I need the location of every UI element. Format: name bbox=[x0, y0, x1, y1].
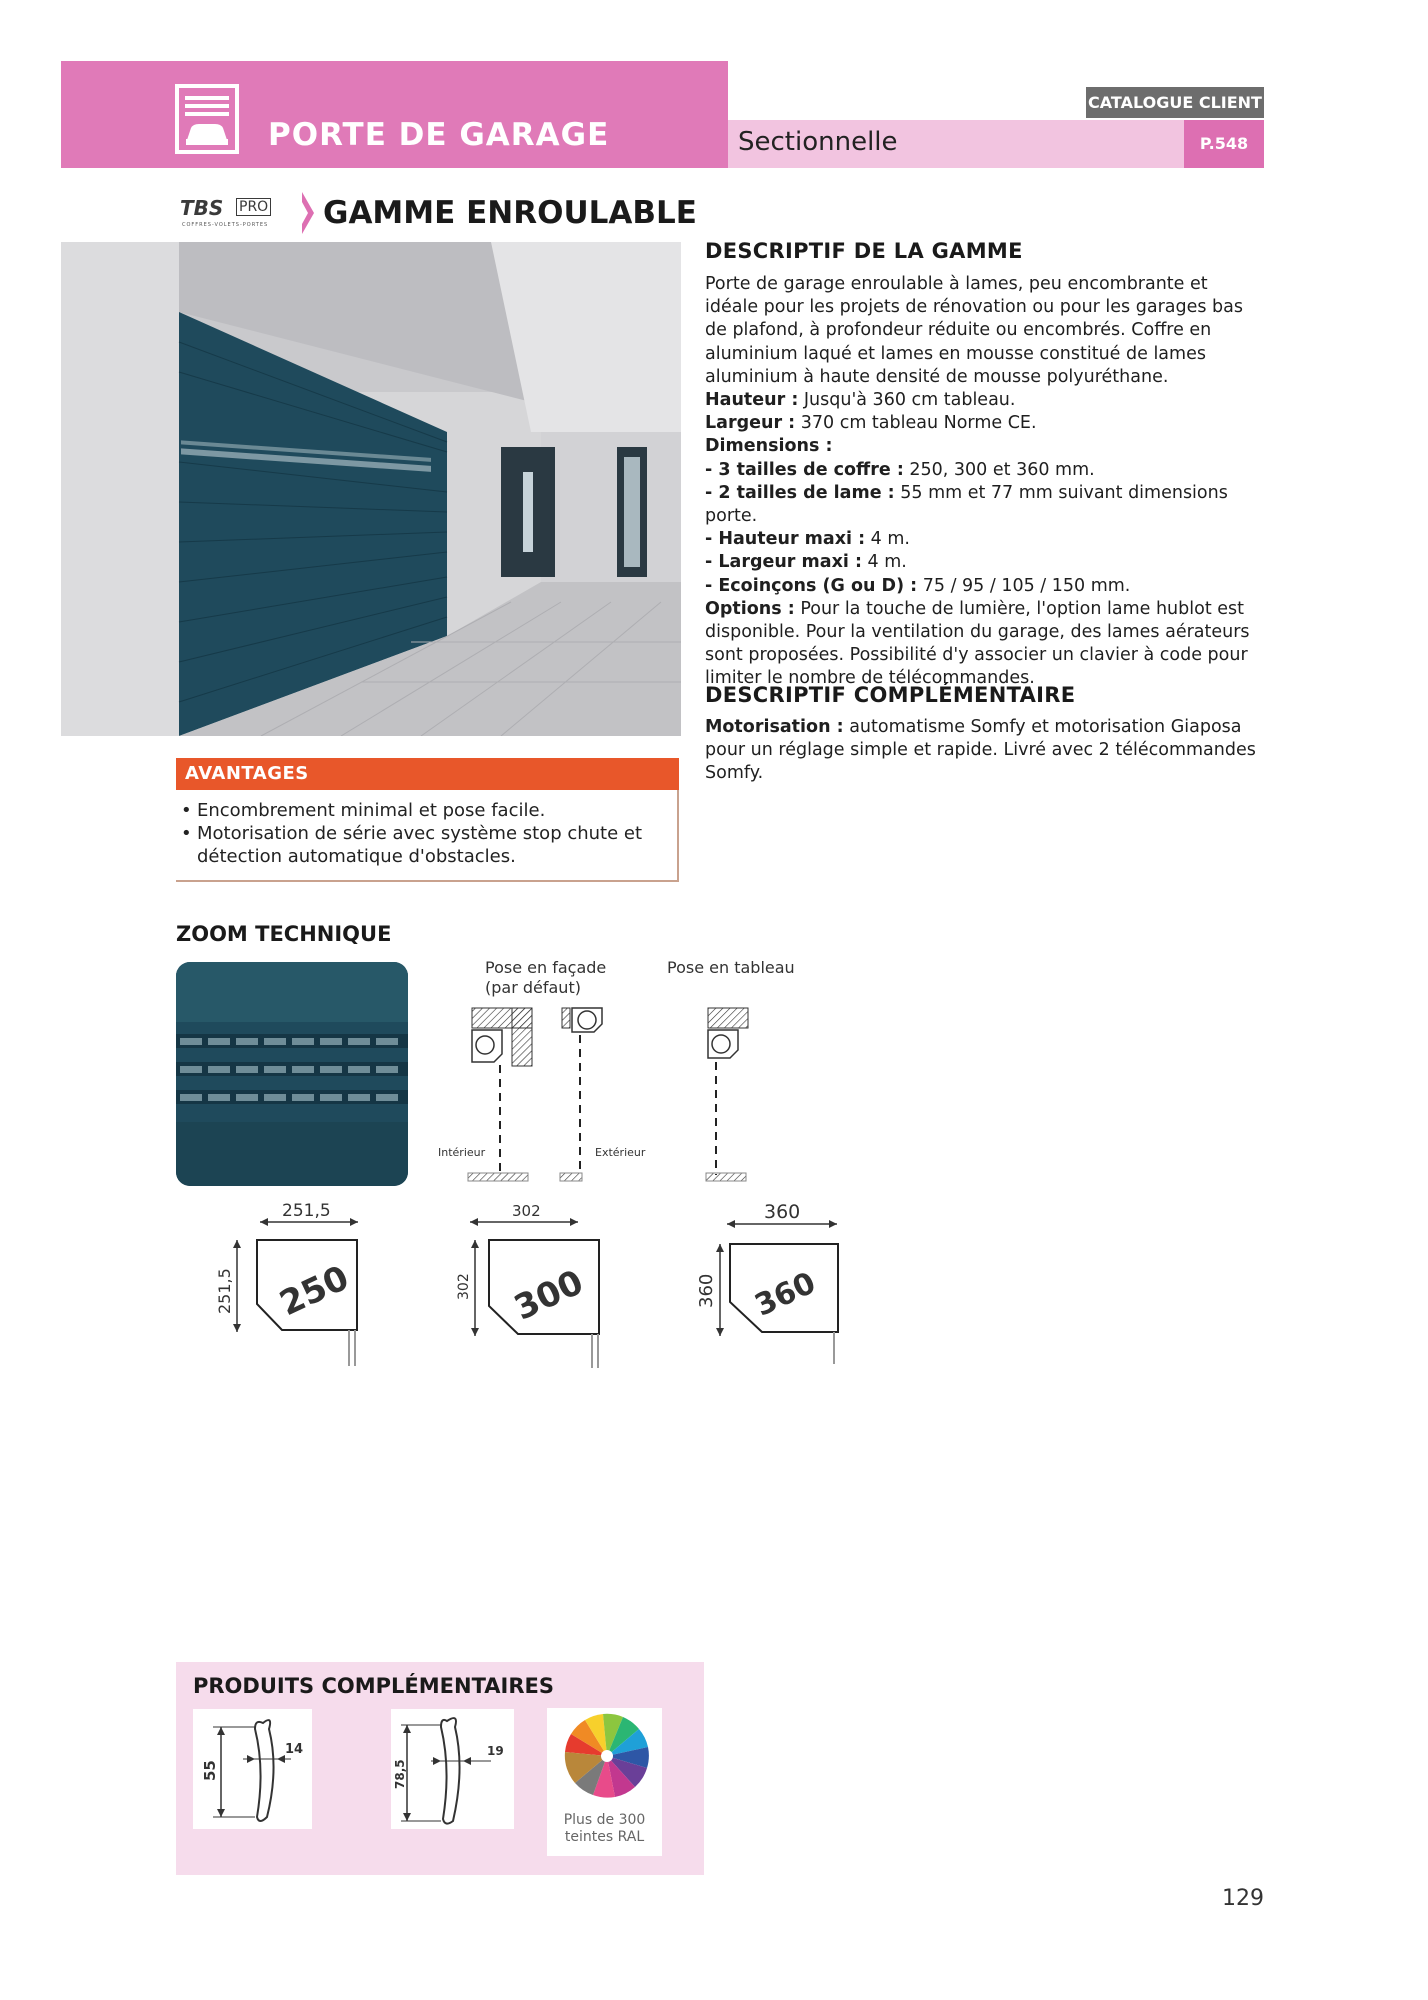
complementaire-title: DESCRIPTIF COMPLÉMENTAIRE bbox=[705, 683, 1076, 707]
descriptif-body bbox=[705, 273, 1265, 691]
interieur-label: Intérieur bbox=[438, 1146, 486, 1159]
list-item: • Encombrement minimal et pose facile. bbox=[181, 799, 671, 822]
spec-dimensions-label: Dimensions : bbox=[705, 436, 833, 457]
page-subtitle: Sectionnelle bbox=[738, 127, 898, 157]
pose-facade-default-label: (par défaut) bbox=[485, 978, 581, 997]
lame-thickness: 14 bbox=[285, 1742, 304, 1757]
spec-options: Options : Pour la touche de lumière, l'option lame hublot est disponible. Pour la ventilation du garage, des lames aérateurs sont proposées. Possibilité d'y associer un clavier à code pour limiter le nombre de télécommandes. bbox=[705, 598, 1250, 689]
brand-logo bbox=[180, 192, 280, 232]
spec-item: - 3 tailles de coffre : 250, 300 et 360 mm. bbox=[705, 459, 1095, 480]
ral-caption-line2: teintes RAL bbox=[564, 1829, 645, 1845]
coffre-size: 360 bbox=[749, 1265, 822, 1324]
pose-tableau-label: Pose en tableau bbox=[667, 958, 795, 977]
product-title: GAMME ENROULABLE bbox=[323, 195, 697, 231]
zoom-title: ZOOM TECHNIQUE bbox=[176, 922, 392, 946]
size-width-label: 302 bbox=[512, 1202, 541, 1220]
coffre-size: 300 bbox=[508, 1262, 590, 1329]
size-height-label: 302 bbox=[456, 1273, 472, 1300]
size-width-label: 251,5 bbox=[282, 1201, 331, 1221]
avantages-list bbox=[181, 799, 671, 868]
spec-largeur: Largeur : 370 cm tableau Norme CE. bbox=[705, 413, 1037, 434]
pose-facade-label: Pose en façade bbox=[485, 958, 607, 977]
brand-tagline: COFFRES-VOLETS-PORTES bbox=[182, 222, 269, 228]
lame-785-diagram bbox=[391, 1709, 514, 1829]
exterieur-label: Extérieur bbox=[595, 1146, 646, 1159]
page-ref-badge: P.548 bbox=[1184, 120, 1264, 168]
brand-logo-pro: PRO bbox=[236, 198, 271, 216]
list-item: • Motorisation de série avec système stop chute et détection automatique d'obstacles. bbox=[181, 822, 671, 868]
lame-55-diagram bbox=[193, 1709, 312, 1829]
descriptif-title: DESCRIPTIF DE LA GAMME bbox=[705, 239, 1023, 263]
size-width-label: 360 bbox=[764, 1201, 801, 1223]
ral-caption bbox=[547, 1812, 662, 1846]
ral-caption-line1: Plus de 300 bbox=[563, 1812, 646, 1828]
motorisation-label: Motorisation : bbox=[705, 717, 844, 737]
produits-title: PRODUITS COMPLÉMENTAIRES bbox=[193, 1674, 554, 1698]
chevron-right-icon bbox=[300, 190, 316, 236]
motorisation-value: automatisme Somfy et motorisation Giaposa pour un réglage simple et rapide. Livré avec 2 télécommandes Somfy. bbox=[705, 717, 1256, 784]
pose-diagrams bbox=[420, 950, 860, 1190]
coffre-size: 250 bbox=[273, 1257, 356, 1325]
garage-icon bbox=[175, 84, 239, 154]
size-height-label: 251,5 bbox=[215, 1268, 234, 1314]
spec-item: - Largeur maxi : 4 m. bbox=[705, 552, 907, 573]
complementaire-body bbox=[705, 716, 1270, 786]
lame-closeup-photo bbox=[176, 962, 408, 1186]
size-height-label: 360 bbox=[696, 1273, 717, 1308]
brand-logo-tbs: TBS bbox=[180, 196, 224, 220]
spec-item: - Ecoinçons (G ou D) : 75 / 95 / 105 / 150 mm. bbox=[705, 575, 1131, 596]
spec-hauteur: Hauteur : Jusqu'à 360 cm tableau. bbox=[705, 390, 1016, 411]
coffre-size-diagrams bbox=[200, 1196, 860, 1376]
lame-height: 78,5 bbox=[393, 1759, 407, 1789]
spec-item: - Hauteur maxi : 4 m. bbox=[705, 529, 910, 550]
catalogue-badge: CATALOGUE CLIENT bbox=[1086, 87, 1264, 118]
spec-item: - 2 tailles de lame : 55 mm et 77 mm suivant dimensions porte. bbox=[705, 482, 1228, 527]
lame-height: 55 bbox=[201, 1760, 219, 1781]
lame-thickness: 19 bbox=[487, 1744, 504, 1758]
avantages-title: AVANTAGES bbox=[185, 763, 309, 784]
page-title: PORTE DE GARAGE bbox=[268, 117, 610, 153]
descriptif-intro: Porte de garage enroulable à lames, peu encombrante et idéale pour les projets de rénovation ou pour les garages bas de plafond, à profondeur réduite ou encombrés. Coffre en aluminium laqué et lames en mousse constitué de lames aluminium à haute densité de mousse polyuréthane. bbox=[705, 274, 1243, 387]
page-number: 129 bbox=[1222, 1886, 1264, 1911]
garage-door-photo bbox=[61, 242, 681, 736]
